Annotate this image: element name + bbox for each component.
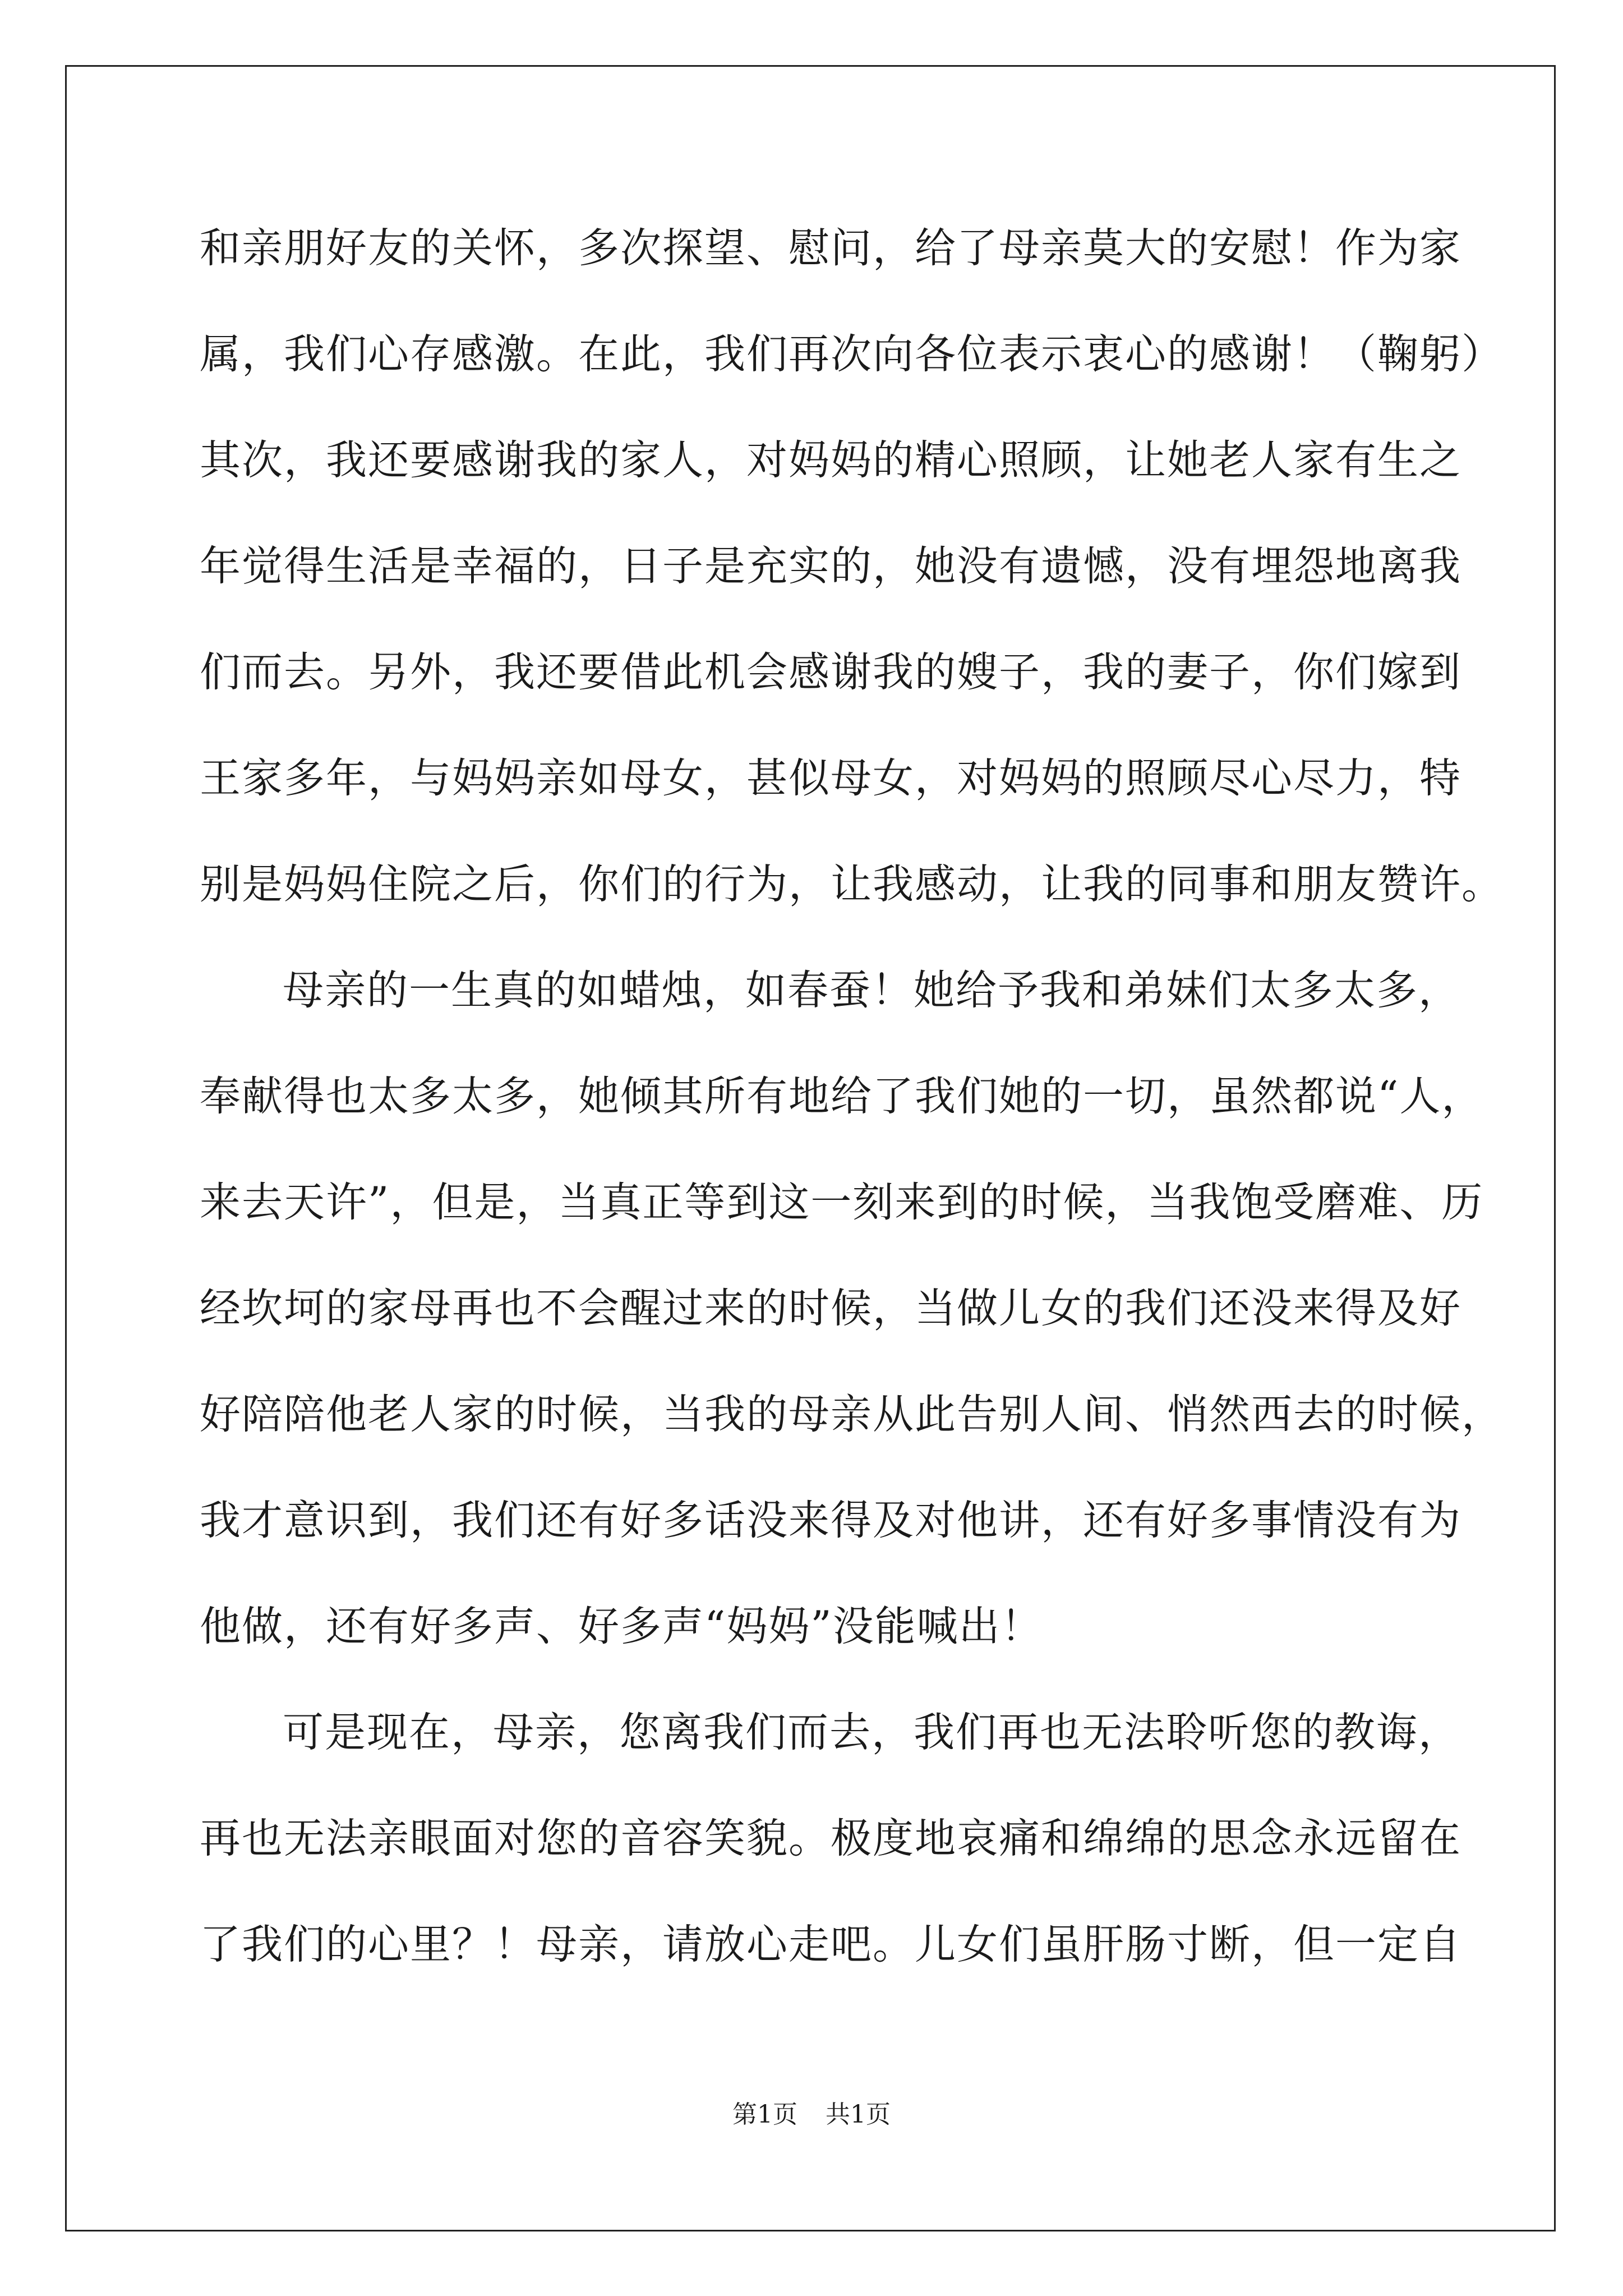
document-body [200,218,1504,2020]
page-number: 第1页 [732,2100,797,2129]
text-line: 王家多年，与妈妈亲如母女，甚似母女，对妈妈的照顾尽心尽力，特 [200,754,1461,802]
text-line: 我才意识到，我们还有好多话没来得及对他讲，还有好多事情没有为 [200,1497,1461,1544]
text-line: 其次，我还要感谢我的家人，对妈妈的精心照顾，让她老人家有生之 [200,436,1461,484]
page-total: 共1页 [826,2100,891,2129]
text-line: 经坎坷的家母再也不会醒过来的时候，当做儿女的我们还没来得及好 [200,1285,1461,1332]
text-line: 他做，还有好多声、好多声“妈妈”没能喊出！ [200,1603,1043,1650]
page-footer [0,2098,1623,2132]
paragraph-start-line: 可是现在，母亲，您离我们而去，我们再也无法聆听您的教诲， [283,1709,1460,1756]
text-line: 年觉得生活是幸福的，日子是充实的，她没有遗憾，没有埋怨地离我 [200,542,1461,590]
text-line: 好陪陪他老人家的时候，当我的母亲从此告别人间、悄然西去的时候， [200,1391,1504,1438]
text-line: 们而去。另外，我还要借此机会感谢我的嫂子，我的妻子，你们嫁到 [200,648,1461,696]
paragraph-start-line: 母亲的一生真的如蜡烛，如春蚕！她给予我和弟妹们太多太多， [283,967,1460,1014]
text-line: 来去天许”，但是，当真正等到这一刻来到的时候，当我饱受磨难、历 [200,1179,1484,1226]
text-line: 奉献得也太多太多，她倾其所有地给了我们她的一切，虽然都说“人， [200,1073,1484,1120]
text-line: 别是妈妈住院之后，你们的行为，让我感动，让我的同事和朋友赞许。 [200,861,1504,908]
text-line: 和亲朋好友的关怀，多次探望、慰问，给了母亲莫大的安慰！作为家 [200,224,1461,272]
text-line: 属，我们心存感激。在此，我们再次向各位表示衷心的感谢！（鞠躬） [200,330,1504,378]
text-line: 再也无法亲眼面对您的音容笑貌。极度地哀痛和绵绵的思念永远留在 [200,1815,1461,1862]
text-line: 了我们的心里？！母亲，请放心走吧。儿女们虽肝肠寸断，但一定自 [200,1921,1461,1968]
